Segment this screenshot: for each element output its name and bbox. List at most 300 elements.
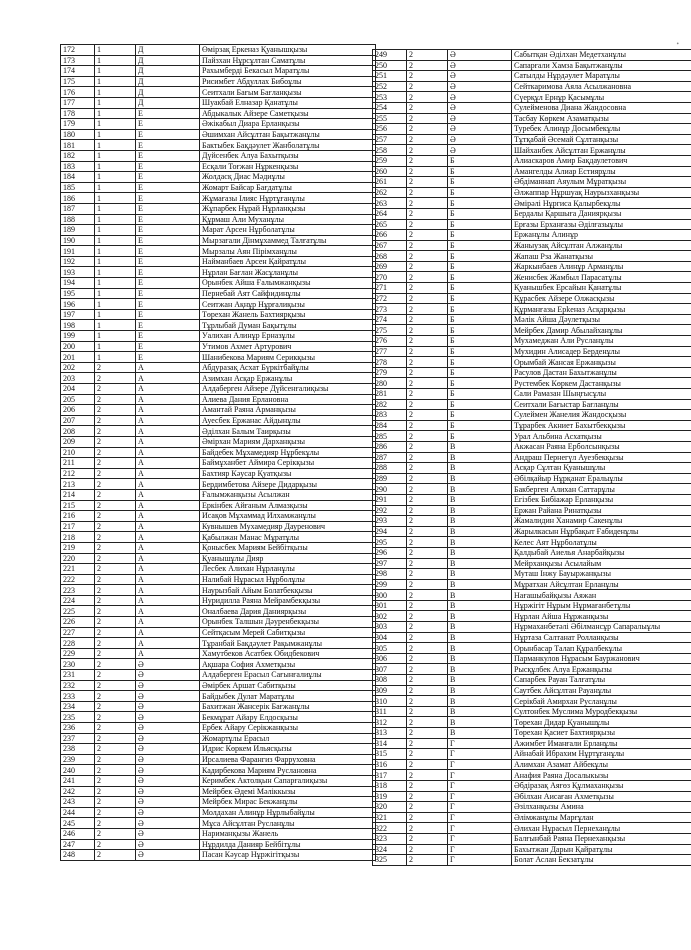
table-row [373,558,691,569]
grade-cell: 2 [407,187,448,198]
table-row [373,113,691,124]
class-letter-cell: А [136,617,200,628]
grade-cell: 2 [407,547,448,558]
grade-cell: 2 [95,532,136,543]
row-number: 253 [373,92,407,103]
class-letter-cell: А [136,362,200,373]
grade-cell: 2 [95,617,136,628]
row-number: 228 [61,638,95,649]
student-name-cell: Болат Аслан Бекзатұлы [512,855,691,866]
table-row [373,812,691,823]
table-row [61,489,376,500]
row-number: 199 [61,331,95,342]
student-name-cell: Келес Аят Нұрболатұлы [512,537,691,548]
table-row [61,680,376,691]
student-name-cell: Пасан Кәусар Нұржігітқызы [200,850,376,861]
row-number: 243 [61,797,95,808]
row-number: 183 [61,161,95,172]
student-name-cell: Еркінбек Айғаным Алмазқызы [200,500,376,511]
grade-cell: 2 [407,728,448,739]
table-row [61,511,376,522]
student-name-cell: Хамутбеков Асатбек Обидбекович [200,648,376,659]
row-number: 267 [373,240,407,251]
class-letter-cell: А [136,553,200,564]
table-row [61,394,376,405]
student-name-cell: Ирсалиева Фарангиз Фарруховна [200,754,376,765]
grade-cell: 2 [407,600,448,611]
row-number: 286 [373,441,407,452]
student-name-cell: Жаркынбаев Алинұр Арманұлы [512,261,691,272]
class-letter-cell: В [448,664,512,675]
row-number: 205 [61,394,95,405]
class-letter-cell: В [448,547,512,558]
table-row [61,468,376,479]
row-number: 176 [61,87,95,98]
grade-cell: 2 [407,208,448,219]
class-letter-cell: Б [448,219,512,230]
row-number: 230 [61,659,95,670]
table-row [373,420,691,431]
student-name-cell: Парманкулов Нұрасым Бауржанович [512,653,691,664]
table-row [373,272,691,283]
student-name-cell: Сейтқасым Мерей Сабитқызы [200,627,376,638]
grade-cell: 2 [95,850,136,861]
row-number: 178 [61,108,95,119]
table-row [373,102,691,113]
grade-cell: 2 [407,314,448,325]
grade-cell: 2 [407,844,448,855]
row-number: 240 [61,765,95,776]
class-letter-cell: Ә [136,733,200,744]
student-name-cell: Мухамеджан Али Русланұлы [512,336,691,347]
grade-cell: 2 [407,632,448,643]
row-number: 233 [61,691,95,702]
student-name-cell: Алимхан Азамат Айбекұлы [512,759,691,770]
grade-cell: 2 [95,574,136,585]
grade-cell: 2 [95,564,136,575]
class-letter-cell: Г [448,738,512,749]
class-letter-cell: В [448,590,512,601]
grade-cell: 2 [407,166,448,177]
table-row [61,818,376,829]
class-letter-cell: А [136,542,200,553]
table-row [61,701,376,712]
table-row [373,717,691,728]
class-letter-cell: Б [448,272,512,283]
table-row [61,786,376,797]
row-number: 187 [61,203,95,214]
class-letter-cell: А [136,426,200,437]
grade-cell: 2 [407,696,448,707]
row-number: 297 [373,558,407,569]
row-number: 223 [61,585,95,596]
table-row [373,738,691,749]
class-letter-cell: Б [448,346,512,357]
student-name-cell: Жолдасқ Диас Мәдиұлы [200,172,376,183]
row-number: 291 [373,494,407,505]
table-row [373,389,691,400]
class-letter-cell: В [448,463,512,474]
grade-cell: 2 [407,261,448,272]
grade-cell: 1 [95,299,136,310]
table-row [61,373,376,384]
student-name-cell: Алдаберген Ерасыл Сағынғалиұлы [200,670,376,681]
student-name-cell: Мұса Айсұлтан Русланұлы [200,818,376,829]
row-number: 289 [373,473,407,484]
row-number: 257 [373,134,407,145]
row-number: 295 [373,537,407,548]
table-row [373,590,691,601]
grade-cell: 2 [95,754,136,765]
class-letter-cell: Ә [448,113,512,124]
student-name-cell: Тасбау Көркем Азаматқызы [512,113,691,124]
table-row [373,791,691,802]
grade-cell: 2 [407,219,448,230]
table-row [373,441,691,452]
grade-cell: 2 [95,521,136,532]
class-letter-cell: Е [136,288,200,299]
student-name-cell: Әмірхан Мариям Дарханқызы [200,436,376,447]
class-letter-cell: Ә [136,691,200,702]
student-name-cell: Әмірбек Аршат Сабитқызы [200,680,376,691]
row-number: 200 [61,341,95,352]
table-row [61,97,376,108]
student-name-cell: Әшимхан Айсұлтан Бақытжанұлы [200,129,376,140]
row-number: 282 [373,399,407,410]
row-number: 288 [373,463,407,474]
student-name-cell: Нұрлан Бағлан Жасұланұлы [200,267,376,278]
grade-cell: 2 [407,399,448,410]
student-name-cell: Қонысбек Мариям Бейбітқызы [200,542,376,553]
grade-cell: 2 [95,511,136,522]
student-name-cell: Ержан Райана Ринатқызы [512,505,691,516]
grade-cell: 2 [407,441,448,452]
class-letter-cell: А [136,564,200,575]
row-number: 325 [373,855,407,866]
student-name-cell: Жомарт Байсар Бағдатұлы [200,182,376,193]
class-letter-cell: Е [136,299,200,310]
row-number: 268 [373,251,407,262]
student-name-cell: Туребек Алинұр Досымбекұлы [512,124,691,135]
class-letter-cell: Е [136,256,200,267]
grade-cell: 2 [95,606,136,617]
table-row [61,638,376,649]
student-name-cell: Жомартұлы Ерасыл [200,733,376,744]
grade-cell: 2 [95,489,136,500]
grade-cell: 2 [407,791,448,802]
row-number: 312 [373,717,407,728]
grade-cell: 2 [95,405,136,416]
row-number: 255 [373,113,407,124]
student-name-cell: Мырзалы Аян Пірімханұлы [200,246,376,257]
row-number: 211 [61,458,95,469]
class-letter-cell: А [136,574,200,585]
grade-cell: 2 [407,113,448,124]
table-row [373,494,691,505]
class-letter-cell: Е [136,119,200,130]
row-number: 315 [373,749,407,760]
row-number: 209 [61,436,95,447]
student-name-cell: Абдуразақ Асхат Бүркітбайұлы [200,362,376,373]
class-letter-cell: Ә [136,723,200,734]
class-letter-cell: Б [448,177,512,188]
class-letter-cell: Ә [448,124,512,135]
row-number: 244 [61,807,95,818]
grade-cell: 1 [95,76,136,87]
student-name-cell: Ерғазы Ерханғазы Әділғазыұлы [512,219,691,230]
grade-cell: 2 [407,177,448,188]
row-number: 195 [61,288,95,299]
grade-cell: 1 [95,256,136,267]
class-letter-cell: Б [448,389,512,400]
grade-cell: 1 [95,331,136,342]
grade-cell: 2 [95,553,136,564]
table-row [61,66,376,77]
grade-cell: 2 [407,494,448,505]
table-row [373,81,691,92]
table-row [373,50,691,61]
row-number: 265 [373,219,407,230]
table-row [61,617,376,628]
student-name-cell: Нуридилла Раяна Мейрамбекқызы [200,595,376,606]
table-row [61,55,376,66]
class-letter-cell: Е [136,246,200,257]
class-letter-cell: Е [136,352,200,363]
student-name-cell: Тұранбай Бақдәулет Рақымжанұлы [200,638,376,649]
class-letter-cell: В [448,537,512,548]
class-letter-cell: Е [136,129,200,140]
grade-cell: 2 [407,855,448,866]
row-number: 237 [61,733,95,744]
table-row [373,823,691,834]
student-name-cell: Құрманғазы Ерkeназ Асқарқызы [512,304,691,315]
student-name-cell: Жаныузақ Айсұлтан Алжанұлы [512,240,691,251]
class-letter-cell: А [136,648,200,659]
class-letter-cell: Ә [136,818,200,829]
row-number: 296 [373,547,407,558]
grade-cell: 2 [95,775,136,786]
table-row [373,187,691,198]
class-letter-cell: Б [448,325,512,336]
student-name-cell: Әлжаппар Нұршуақ Наурызханқызы [512,187,691,198]
class-letter-cell: Б [448,155,512,166]
student-name-cell: Нұртаза Салтанат Ролланқызы [512,632,691,643]
student-name-cell: Есқали Тоғжан Нұркенқызы [200,161,376,172]
grade-cell: 1 [95,309,136,320]
row-number: 184 [61,172,95,183]
table-row [373,685,691,696]
grade-cell: 2 [95,701,136,712]
table-row [373,579,691,590]
table-row [373,134,691,145]
grade-cell: 2 [407,50,448,61]
row-number: 276 [373,336,407,347]
table-row [61,797,376,808]
grade-cell: 2 [95,373,136,384]
class-letter-cell: Е [136,182,200,193]
row-number: 226 [61,617,95,628]
table-row [61,352,376,363]
table-row [61,45,376,56]
student-name-cell: Тұрарбек Акниет Бахытбекқызы [512,420,691,431]
grade-cell: 2 [95,638,136,649]
table-row [61,278,376,289]
class-letter-cell: Е [136,161,200,172]
row-number: 298 [373,569,407,580]
grade-cell: 2 [95,786,136,797]
grade-cell: 2 [407,463,448,474]
student-name-cell: Өмірзақ Еркеназ Қуанышқызы [200,45,376,56]
grade-cell: 2 [407,336,448,347]
table-row [373,600,691,611]
class-letter-cell: В [448,728,512,739]
student-name-cell: Рисимбет Абдуллах Бибоұлы [200,76,376,87]
grade-cell: 1 [95,193,136,204]
table-row [373,145,691,156]
class-letter-cell: Е [136,235,200,246]
student-name-cell: Тұрлыбай Думан Бақытұлы [200,320,376,331]
student-name-cell: Алиаскаров Амир Бақдаулетович [512,155,691,166]
class-letter-cell: А [136,585,200,596]
student-name-cell: Мейрбек Әдемі Мәліккызы [200,786,376,797]
row-number: 272 [373,293,407,304]
class-letter-cell: Е [136,278,200,289]
student-name-cell: Әзілханқызы Амина [512,802,691,813]
row-number: 197 [61,309,95,320]
student-name-cell: Төрехан Жанель Бахтиярқызы [200,309,376,320]
grade-cell: 1 [95,119,136,130]
grade-cell: 2 [407,410,448,421]
class-letter-cell: В [448,643,512,654]
class-letter-cell: Ә [136,659,200,670]
class-letter-cell: Ә [136,680,200,691]
table-row [373,208,691,219]
row-number: 235 [61,712,95,723]
table-row [61,140,376,151]
grade-cell: 2 [95,479,136,490]
row-number: 322 [373,823,407,834]
table-row [61,606,376,617]
row-number: 278 [373,357,407,368]
table-row [373,230,691,241]
table-row [61,542,376,553]
grade-cell: 1 [95,66,136,77]
table-row [373,346,691,357]
row-number: 266 [373,230,407,241]
student-name-cell: Байдебек Мұхамедияр Нұрбекұлы [200,447,376,458]
table-row [61,235,376,246]
grade-cell: 1 [95,97,136,108]
grade-cell: 2 [407,293,448,304]
class-letter-cell: Д [136,76,200,87]
class-letter-cell: Д [136,87,200,98]
student-name-cell: Акжасан Раяна Ерболсынқызы [512,441,691,452]
grade-cell: 2 [407,92,448,103]
table-row [373,611,691,622]
row-number: 231 [61,670,95,681]
row-number: 305 [373,643,407,654]
class-letter-cell: А [136,436,200,447]
class-letter-cell: Б [448,251,512,262]
grade-cell: 2 [407,622,448,633]
row-number: 172 [61,45,95,56]
row-number: 193 [61,267,95,278]
student-name-cell: Ақшара София Ахметқызы [200,659,376,670]
class-letter-cell: А [136,468,200,479]
table-row [61,839,376,850]
table-row [373,696,691,707]
grade-cell: 2 [407,812,448,823]
class-letter-cell: Ә [136,850,200,861]
student-name-cell: Ауесбек Ержанас Айдынұлы [200,415,376,426]
student-name-cell: Бахытжан Дарын Қайратұлы [512,844,691,855]
class-letter-cell: В [448,717,512,728]
row-number: 208 [61,426,95,437]
row-number: 259 [373,155,407,166]
table-row [61,723,376,734]
row-number: 232 [61,680,95,691]
table-row [61,712,376,723]
row-number: 179 [61,119,95,130]
row-number: 180 [61,129,95,140]
grade-cell: 2 [407,378,448,389]
table-row [373,622,691,633]
student-name-cell: Сеитхали Бағым Бағланқызы [200,87,376,98]
table-row [61,193,376,204]
student-name-cell: Уалихан Алинұр Ерназұлы [200,331,376,342]
class-letter-cell: Е [136,267,200,278]
class-letter-cell: В [448,600,512,611]
class-letter-cell: Б [448,431,512,442]
table-row [61,341,376,352]
table-row [61,108,376,119]
class-letter-cell: Ә [136,670,200,681]
class-letter-cell: Ә [448,134,512,145]
class-letter-cell: Ә [136,807,200,818]
table-row [373,251,691,262]
row-number: 248 [61,850,95,861]
class-letter-cell: В [448,579,512,590]
class-letter-cell: Ә [448,102,512,113]
class-letter-cell: А [136,405,200,416]
table-row [61,256,376,267]
row-number: 194 [61,278,95,289]
row-number: 204 [61,384,95,395]
row-number: 320 [373,802,407,813]
row-number: 185 [61,182,95,193]
table-row [61,564,376,575]
class-letter-cell: В [448,611,512,622]
grade-cell: 2 [407,780,448,791]
corner-mark: • [676,40,679,48]
class-letter-cell: В [448,484,512,495]
grade-cell: 2 [407,569,448,580]
class-letter-cell: Б [448,261,512,272]
table-row [61,754,376,765]
row-number: 309 [373,685,407,696]
table-row [61,320,376,331]
table-row [373,802,691,813]
student-name-cell: Нұрдилда Данияр Бейбітұлы [200,839,376,850]
class-letter-cell: Е [136,150,200,161]
grade-cell: 2 [95,765,136,776]
row-number: 252 [373,81,407,92]
student-name-cell: Байдыбек Дулат Маратұлы [200,691,376,702]
student-name-cell: Сеитжан Ақнұр Нұрғалиқызы [200,299,376,310]
grade-cell: 2 [95,627,136,638]
table-row [61,500,376,511]
student-name-cell: Анафия Раяна Досалыкызы [512,770,691,781]
